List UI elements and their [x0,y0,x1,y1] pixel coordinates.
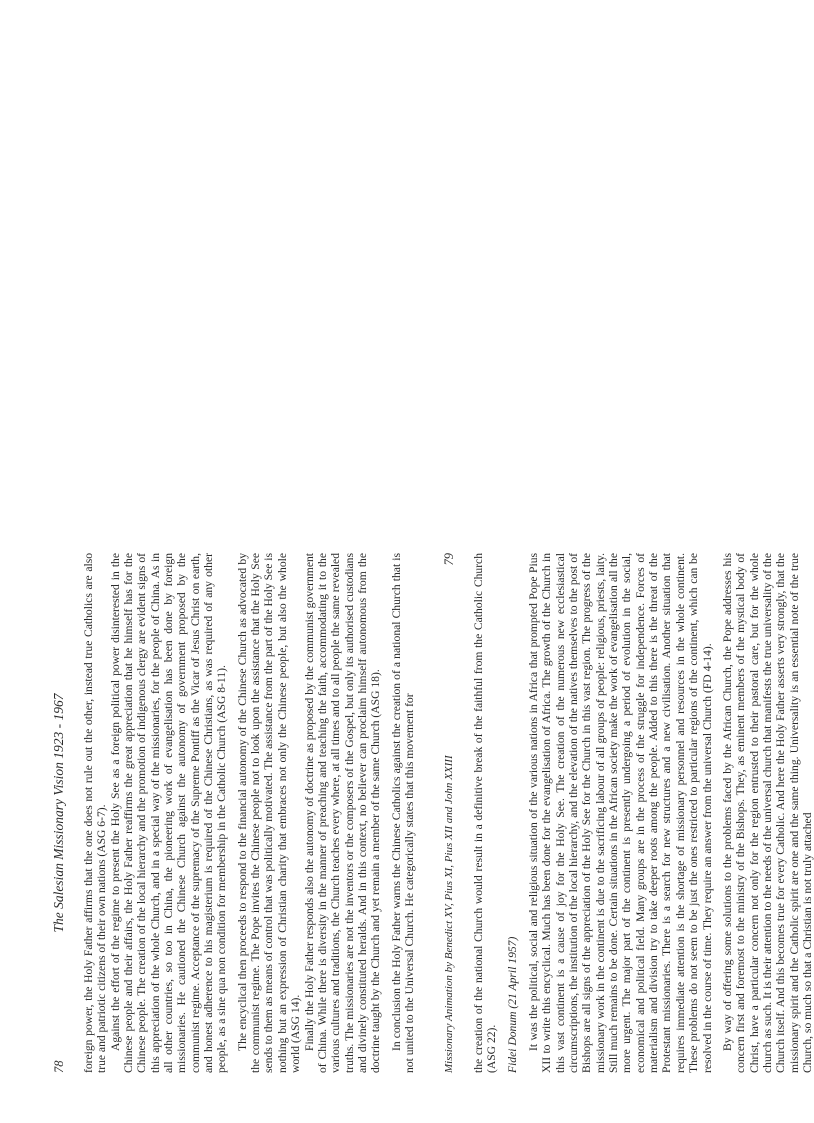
left-page [50,553,416,1073]
paragraph: the creation of the national Church would result in a definitive break of the faithful from the Catholic Church (ASG 22). [472,553,499,1073]
paragraph: Against the effort of the regime to present the Holy See as a foreign political power disinterested in the Chinese people and their affairs, the Holy Father reaffirms the great appreciation that he himself has for the Chinese people. The creation of the local hierarchy and the promotion of indigenous clergy are evident signs of this appreciation of the whole Church, and in a special way of the missionaries, for the people of China. As in all other countries, so too in China, the pioneering work of evangelisation has been done by foreign missionaries. He cautioned the Chinese Church against the autonomy of government proposed by the communist regime. Acceptance of the supremacy of the Supreme Pontiff as the Vicar of Jesus Christ on earth, and honest adherence to his magisterium is required of the Chinese Christians, as was required of any other people, as a sine qua non condition for membership in the Catholic Church (ASG 8-11). [108,553,229,1073]
running-title: The Salesian Missionary Vision 1923 - 1967 [51,693,66,933]
running-head [440,553,458,1073]
paragraph: In conclusion the Holy Father warns the Chinese Catholics against the creation of a national Church that is not united to the Universal Church. He categorically states that this movement for [389,553,416,1073]
paragraph: foreign power, the Holy Father affirms that the one does not rule out the other, instead true Catholics are also true and patriotic citizens of their own nations (ASG 6-7). [82,553,109,1073]
paragraph: The encyclical then proceeds to respond to the financial autonomy of the Chinese Church as advocated by the communist regime. The Pope invites the Chinese people not to look upon the assistance that the Holy See sends to them as means of control that was politically motivated. The assistance from the part of the Holy See is nothing but an expression of Christian charity that embraces not only the Chinese people, but also the whole world (ASG 14). [235,553,303,1073]
paragraph: By way of offering some solutions to the problems faced by the African Church, the Pope addresses his concern first and foremost to the ministry of the Bishops. They, as eminent members of the mystical body of Christ, have a particular concern not only for the region entrusted to their pastoral care, but for the whole church as such. It is their attention to the needs of the universal church that manifests the true universality of the Church itself. And this becomes true for every Catholic. And here the Holy Father asserts very strongly, that the missionary spirit and the Catholic spirit are one and the same thing. Universality is an essential note of the true Church, so much so that a Christian is not truly attached [720,553,814,1073]
page-body [472,553,814,1073]
page-number: 78 [52,1060,66,1073]
page-body [82,553,416,1073]
paragraph: It was the political, social and religious situation of the various nations in Africa that prompted Pope Pius XII to write this encyclical. Much has been done for the evangelisation of Africa. The growth of the Church in this vast continent is a cause of joy for the Holy See. The creation of the numerous new ecclesiastical circumscriptions, the institution of the local hierarchy, and the elevation of the natives themselves to the post of Bishops are all signs of the appreciation of the Holy See for the Church in this vast region. The progress of the missionary work in the continent is due to the sacrificing labour of all groups of people: religious, priests, laity. Still much remains to be done. Certain situations in the African society make the work of evangelisation all the more urgent. The major part of the continent is presently undergoing a period of evolution in the social, economical and political field. Many groups are in the process of the struggle for independence. Forces of materialism and division try to take deeper roots among the people. Added to this there is the threat of the Protestant missionaries. There is a search for new structures and a new civilisation. Another situation that requires immediate attention is the shortage of missionary personnel and resources in the whole continent. These problems do not seem to be just the ones restricted to particular regions of the continent, which can be resolved in the course of time. They require an answer from the universal Church (FD 4-14). [527,553,714,1073]
running-head [50,553,68,1073]
running-title: Missionary Animation by Benedict XV, Pius XI, Pius XII and John XXIII [443,755,455,1073]
page-number: 79 [442,553,456,566]
section-heading: Fidei Donum (21 April 1957) [505,936,519,1073]
paragraph: Finally the Holy Father responds also the autonomy of doctrine as proposed by the communist government of China. While there is diversity in the manner of preaching and teaching the faith, accommodating it to the various cultures and traditions, the Church teaches every where, at all times and to all people the same revealed truths. The missionaries are not the inventors or the composers of the Gospel, but only its authorised custodians and divinely constituted heralds. And in this context, no believer can proclaim himself autonomous from the doctrine taught by the Church and yet remain a member of the same Church (ASG 18). [302,553,383,1073]
right-page [440,553,814,1073]
